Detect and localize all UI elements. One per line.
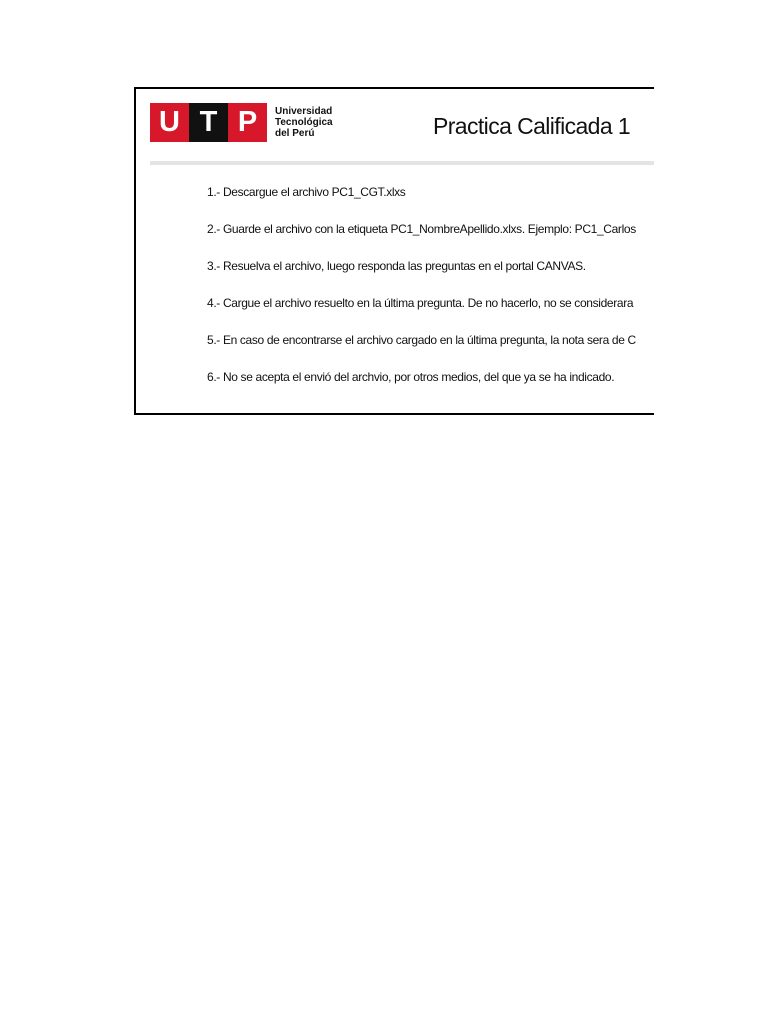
page-title: Practica Calificada 1 <box>433 113 631 139</box>
logo-mark <box>150 103 267 142</box>
instruction-3: 3.- Resuelva el archivo, luego responda las preguntas en el portal CANVAS. <box>207 259 586 273</box>
document-page <box>134 87 654 415</box>
instruction-5: 5.- En caso de encontrarse el archivo cargado en la última pregunta, la nota sera de C <box>207 333 636 347</box>
instruction-4: 4.- Cargue el archivo resuelto en la última pregunta. De no hacerlo, no se considerara <box>207 296 634 310</box>
logo-line-1: Universidad <box>275 106 333 117</box>
logo-letter-p: P <box>228 103 267 142</box>
header <box>136 89 654 163</box>
instruction-6: 6.- No se acepta el envió del archvio, por otros medios, del que ya se ha indicado. <box>207 370 615 384</box>
header-divider <box>150 161 654 165</box>
instructions-list <box>207 185 636 407</box>
utp-logo <box>150 103 333 142</box>
logo-letter-t: T <box>189 103 228 142</box>
logo-line-2: Tecnológica <box>275 117 333 128</box>
instruction-1: 1.- Descargue el archivo PC1_CGT.xlxs <box>207 185 406 199</box>
logo-letter-u: U <box>150 103 189 142</box>
logo-line-3: del Perú <box>275 128 315 139</box>
instruction-2: 2.- Guarde el archivo con la etiqueta PC1_NombreApellido.xlxs. Ejemplo: PC1_Carlos <box>207 222 636 236</box>
logo-wordmark <box>275 106 333 139</box>
